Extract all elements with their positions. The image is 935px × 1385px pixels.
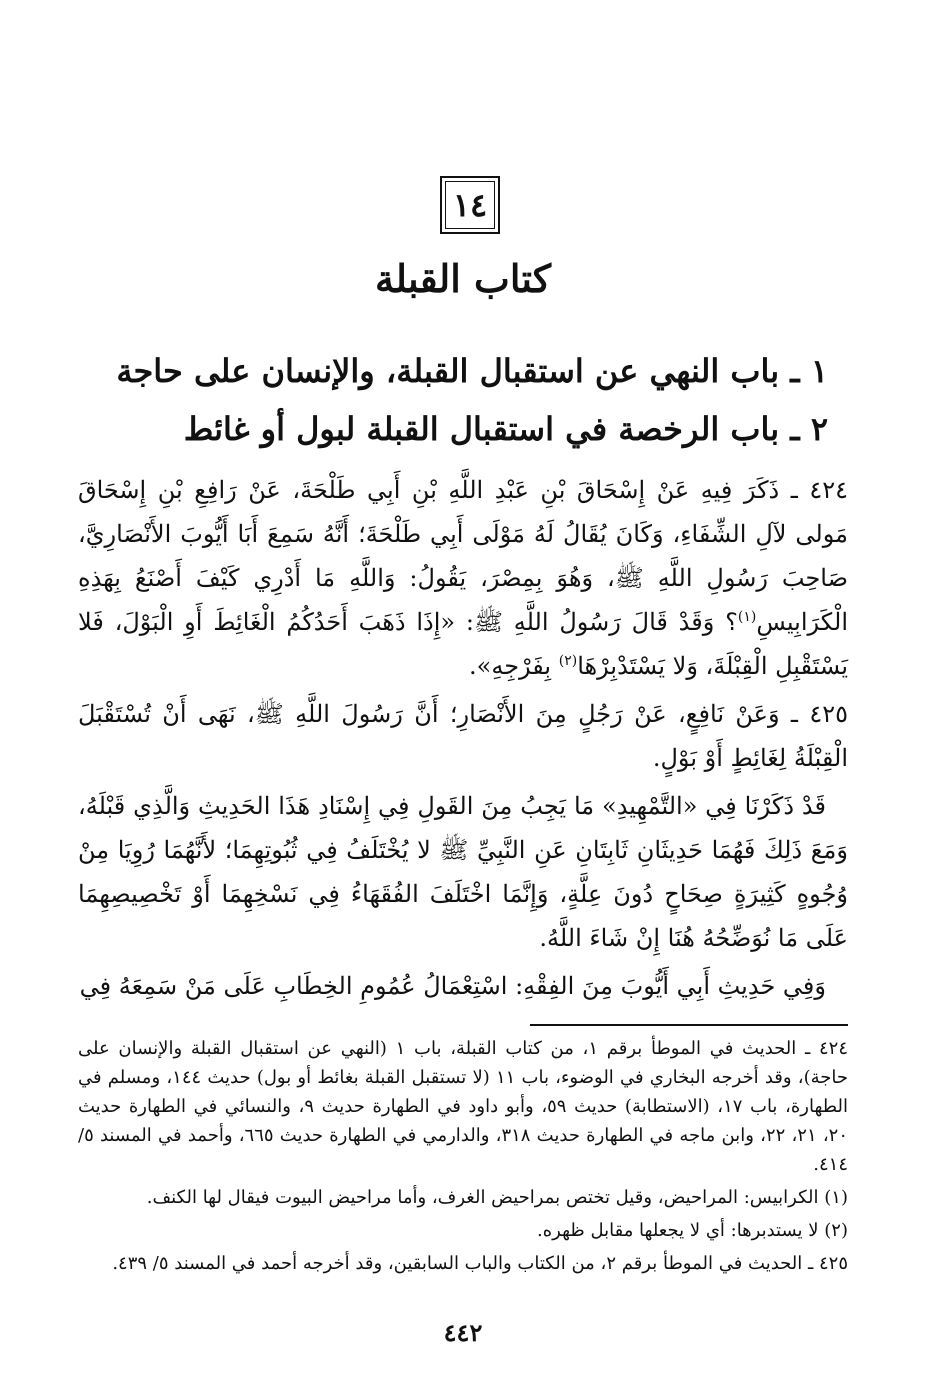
page-number: ٤٤٢	[443, 1318, 483, 1347]
footnote-divider	[530, 1024, 848, 1026]
chapter-heading-1: ١ ـ باب النهي عن استقبال القبلة، والإنسان على حاجة	[116, 352, 828, 390]
hadith-425: ٤٢٥ ـ وَعَنْ نَافِعٍ، عَنْ رَجُلٍ مِنَ الأَنْصَارِ؛ أَنَّ رَسُولَ اللَّهِ ﷺ، نَهَى أَنْ تُسْتَقْبَلَ الْقِبْلَةُ لِغَائِطٍ أَوْ بَوْلٍ.	[78, 700, 848, 772]
hadith-424-part1: ٤٢٤ ـ ذَكَرَ فِيهِ عَنْ إِسْحَاقَ بْنِ عَبْدِ اللَّهِ بْنِ أَبِي طَلْحَةَ، عَنْ رَافِعِ بْنِ إِسْحَاقَ مَولى لآلِ الشِّفَاءِ، وَكَانَ يُقَالُ لَهُ مَوْلَى أَبِي طَلْحَةَ؛ أَنَّهُ سَمِعَ أَبَا أَيُّوبَ الأَنْصَارِيَّ، صَاحِبَ رَسُولِ اللَّهِ ﷺ، وَهُوَ بِمِصْرَ، يَقُولُ: وَاللَّهِ مَا أَدْرِي كَيْفَ أَصْنَعُ بِهَذِهِ الْكَرَابِيسِ	[78, 476, 849, 636]
chapter-number: ١٤	[452, 186, 488, 224]
footnote-1: (١) الكرابيس: المراحيض، وقيل تختص بمراحيض الغرف، وأما مراحيض البيوت فيقال لها الكنف.	[146, 1187, 848, 1208]
footnotes	[78, 1034, 848, 1282]
page	[78, 0, 848, 1385]
hadith-424	[78, 468, 848, 688]
commentary-paragraph-1: قَدْ ذَكَرْنَا فِي «التَّمْهِيدِ» مَا يَجِبُ مِنَ القَولِ فِي إِسْنَادِ هَذَا الحَدِيثِ وَالَّذِي قَبْلَهُ، وَمَعَ ذَلِكَ فَهُمَا حَدِيثَانِ ثَابِتَانِ عَنِ النَّبِيِّ ﷺ لا يُخْتَلَفُ فِي ثُبُوتِهِمَا؛ لأَنَّهُمَا رُوِيَا مِنْ وُجُوهٍ كَثِيرَةٍ صِحَاحٍ دُونَ عِلَّةٍ، وَإِنَّمَا اخْتَلَفَ الفُقَهَاءُ فِي نَسْخِهِمَا أَوْ تَخْصِيصِهِمَا عَلَى مَا نُوَضِّحُهُ هُنَا إِنْ شَاءَ اللَّهُ.	[78, 792, 849, 952]
chapter-heading-2: ٢ ـ باب الرخصة في استقبال القبلة لبول أو غائط	[183, 410, 828, 448]
footnote-ref-1: (١)	[737, 609, 757, 625]
footnote-ref-2: (٢)	[558, 653, 578, 669]
hadith-424-part2: ؟ وَقَدْ قَالَ رَسُولُ اللَّهِ ﷺ: «إِذَا ذَهَبَ أَحَدُكُمُ الْغَائِطَ أَوِ الْبَوْلَ، فَلا يَسْتَقْبِلِ الْقِبْلَةَ، وَلا يَسْتَدْبِرْهَا	[78, 608, 848, 680]
book-title: كتاب القبلة	[375, 256, 551, 301]
footnote-425: ٤٢٥ ـ الحديث في الموطأ برقم ٢، من الكتاب والباب السابقين، وقد أخرجه أحمد في المسند ٥/ ٤٣٩.	[112, 1253, 848, 1274]
hadith-424-part3: بِفَرْجِهِ».	[469, 652, 559, 680]
chapter-number-box	[440, 176, 500, 234]
main-text	[78, 468, 848, 1012]
footnote-424: ٤٢٤ ـ الحديث في الموطأ برقم ١، من كتاب القبلة، باب ١ (النهي عن استقبال القبلة والإنسان على حاجة)، وقد أخرجه البخاري في الوضوء، باب ١١ (لا تستقبل القبلة بغائط أو بول) حديث ١٤٤، ومسلم في الطهارة، باب ١٧، (الاستطابة) حديث ٥٩، وأبو داود في الطهارة حديث ٩، والنسائي في الطهارة حديث ٢٠، ٢١، ٢٢، وابن ماجه في الطهارة حديث ٣١٨، والدارمي في الطهارة حديث ٦٦٥، وأحمد في المسند ٥/ ٤١٤.	[78, 1038, 849, 1175]
commentary-paragraph-2: وَفِي حَدِيثِ أَبِي أَيُّوبَ مِنَ الفِقْهِ: اسْتِعْمَالُ عُمُومِ الخِطَابِ عَلَى مَنْ سَمِعَهُ فِي	[79, 972, 826, 1000]
footnote-2: (٢) لا يستدبرها: أي لا يجعلها مقابل ظهره.	[537, 1220, 848, 1241]
